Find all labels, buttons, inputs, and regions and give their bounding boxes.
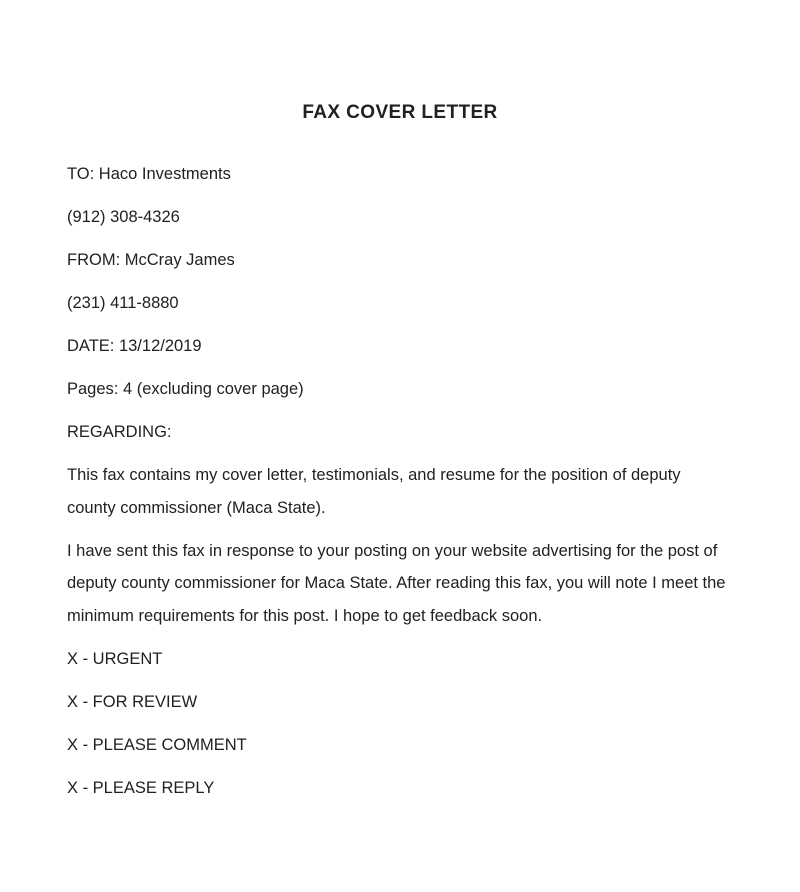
field-to: TO: Haco Investments	[67, 165, 231, 183]
checklist	[67, 643, 733, 805]
field-from-phone: (231) 411-8880	[67, 294, 179, 312]
header-fields	[67, 158, 733, 449]
checklist-item-urgent: X - URGENT	[67, 649, 163, 668]
document-title: FAX COVER LETTER	[302, 102, 498, 123]
field-to-phone: (912) 308-4326	[67, 208, 180, 226]
body-paragraphs	[67, 459, 733, 632]
checklist-item-for-review: X - FOR REVIEW	[67, 692, 198, 711]
paragraph-fax-contents: This fax contains my cover letter, testimonials, and resume for the position of deputy county commissioner (Maca State).	[67, 466, 681, 517]
field-date: DATE: 13/12/2019	[67, 337, 202, 355]
field-from: FROM: McCray James	[67, 251, 235, 269]
field-regarding: REGARDING:	[67, 423, 172, 441]
paragraph-response-note: I have sent this fax in response to your posting on your website advertising for the post of deputy county commissioner for Maca State. After reading this fax, you will note I meet the minimum requirements for this post. I hope to get feedback soon.	[67, 541, 726, 625]
checklist-item-please-reply: X - PLEASE REPLY	[67, 778, 215, 797]
field-pages: Pages: 4 (excluding cover page)	[67, 380, 304, 398]
checklist-item-please-comment: X - PLEASE COMMENT	[67, 735, 247, 754]
